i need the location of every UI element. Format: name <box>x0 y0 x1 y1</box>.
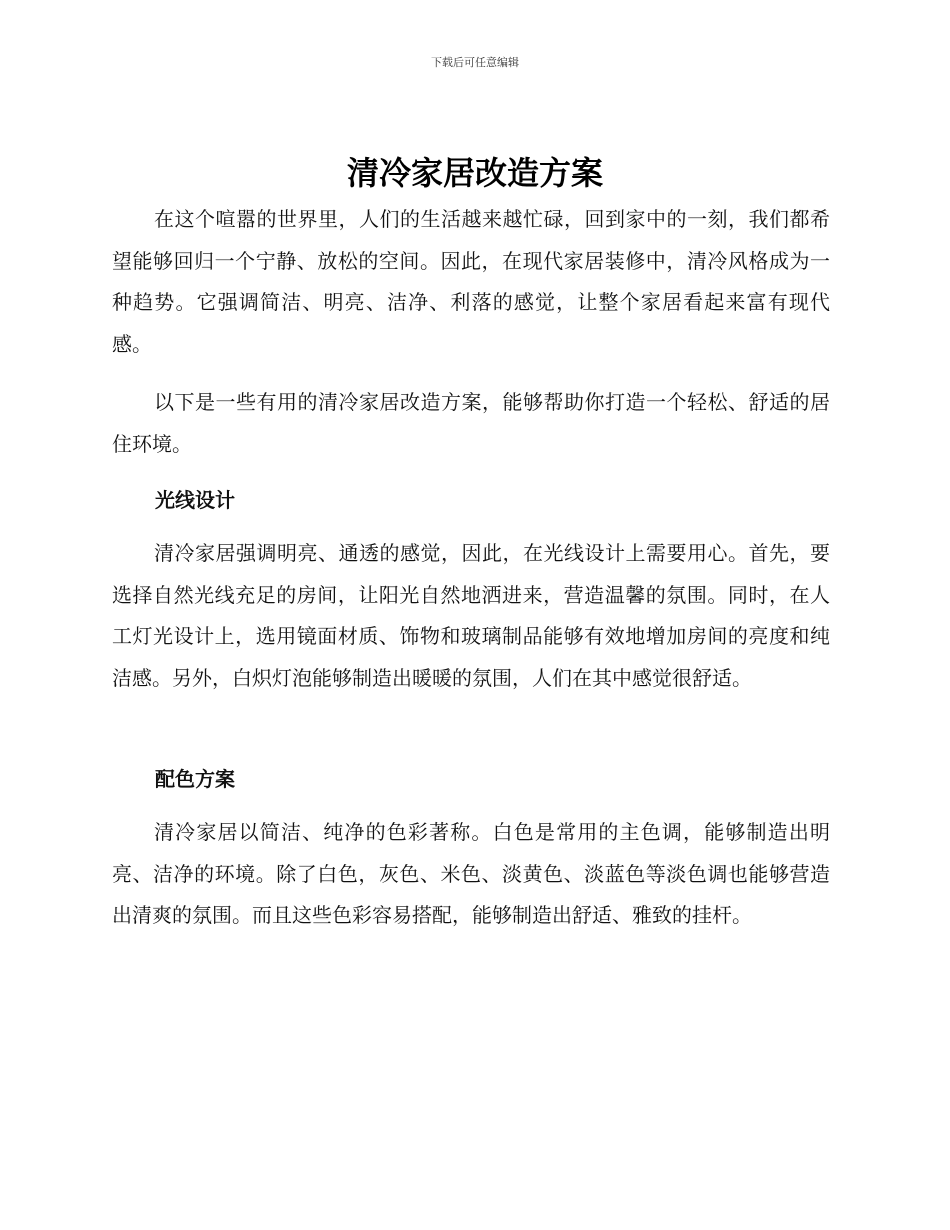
document-title: 清冷家居改造方案 <box>346 154 603 192</box>
intro-paragraph: 在这个喧嚣的世界里，人们的生活越来越忙碌，回到家中的一刻，我们都希望能够回归一个宁静、放松的空间。因此，在现代家居装修中，清冷风格成为一种趋势。它强调简洁、明亮、洁净、利落的感觉，让整个家居看起来富有现代感。 <box>112 207 830 356</box>
color-paragraph: 清冷家居以简洁、纯净的色彩著称。白色是常用的主色调，能够制造出明亮、洁净的环境。除了白色，灰色、米色、淡黄色、淡蓝色等淡色调也能够营造出清爽的氛围。而且这些色彩容易搭配，能够制造出舒适、雅致的挂杆。 <box>112 820 830 927</box>
section-heading-color: 配色方案 <box>155 767 235 791</box>
lighting-paragraph: 清冷家居强调明亮、通透的感觉，因此，在光线设计上需要用心。首先，要选择自然光线充足的房间，让阳光自然地洒进来，营造温馨的氛围。同时，在人工灯光设计上，选用镜面材质、饰物和玻璃制品能够有效地增加房间的亮度和纯洁感。另外，白炽灯泡能够制造出暖暖的氛围，人们在其中感觉很舒适。 <box>112 541 830 690</box>
lead-paragraph: 以下是一些有用的清冷家居改造方案，能够帮助你打造一个轻松、舒适的居住环境。 <box>112 390 830 456</box>
section-heading-lighting: 光线设计 <box>155 488 235 512</box>
header-note: 下载后可任意编辑 <box>431 56 519 69</box>
